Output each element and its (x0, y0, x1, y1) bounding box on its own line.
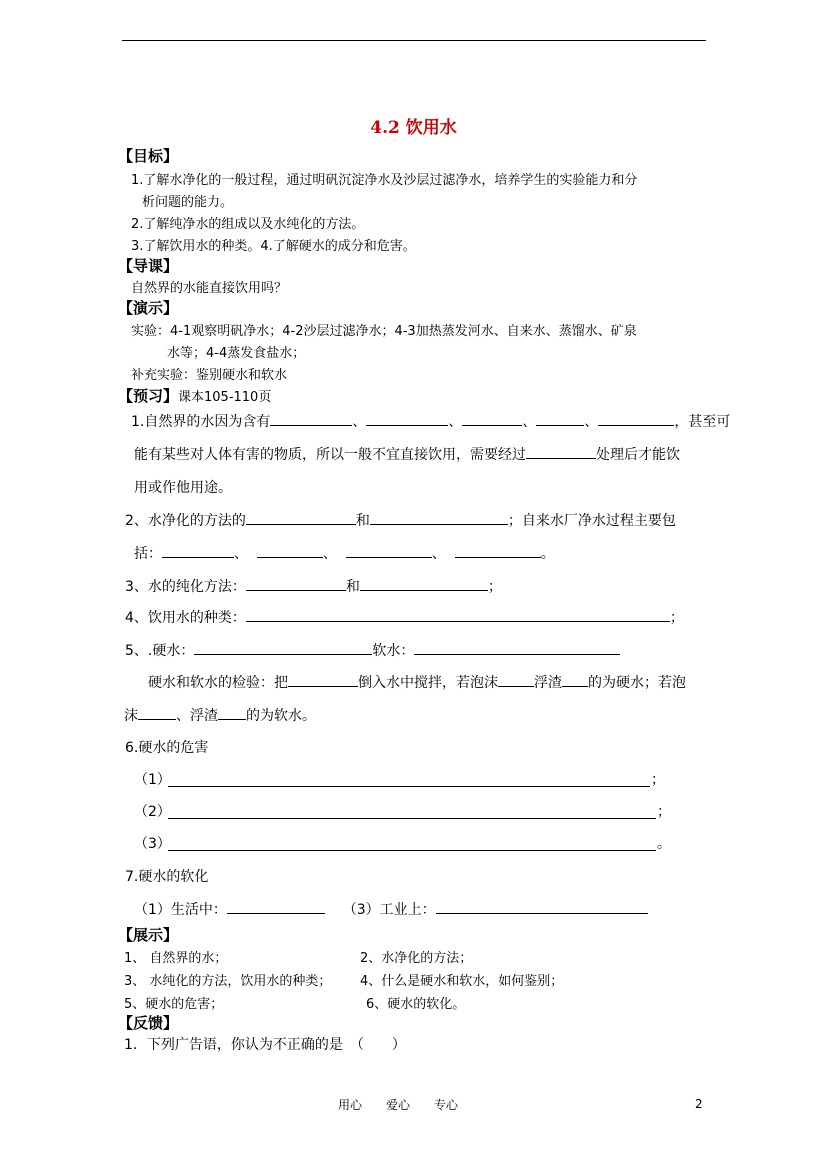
answer-blank[interactable] (257, 543, 323, 558)
guide-question: 自然界的水能直接饮用吗？ (131, 281, 288, 296)
answer-blank[interactable] (162, 543, 234, 558)
answer-line[interactable] (168, 818, 656, 819)
section-guide-heading: 【导课】 (118, 257, 179, 275)
preview-pages: 课本105-110页 (178, 390, 272, 405)
answer-blank[interactable] (436, 899, 648, 914)
section-preview-heading: 【预习】 (118, 387, 179, 405)
question-6-item-2: （2） (134, 804, 171, 820)
goal-line-3: 3.了解饮用水的种类。4.了解硬水的成分和危害。 (131, 239, 416, 254)
answer-line[interactable] (168, 850, 656, 851)
question-3: 3、水的纯化方法： 和 ； (125, 576, 502, 596)
goal-line-2: 2.了解纯净水的组成以及水纯化的方法。 (131, 217, 365, 232)
answer-blank[interactable] (288, 672, 358, 687)
question-6-title: 6.硬水的危害 (125, 740, 209, 756)
question-2-line-2: 括： 、 、 、 。 (134, 543, 555, 563)
show-item-3: 3、 水纯化的方法，饮用水的种类； (124, 974, 332, 989)
demo-line-1b: 水等；4-4蒸发食盐水； (167, 346, 306, 361)
question-5-line-2: 硬水和软水的检验：把 倒入水中搅拌，若泡沫 浮渣 的为硬水；若泡 (148, 672, 686, 692)
header-rule (122, 40, 706, 41)
question-1-line-3: 用或作他用途。 (134, 480, 232, 496)
section-feedback-heading: 【反馈】 (118, 1014, 179, 1032)
answer-blank[interactable] (360, 576, 488, 591)
show-item-6: 6、硬水的软化。 (366, 997, 466, 1012)
answer-blank[interactable] (194, 640, 372, 655)
feedback-question-1: 1．下列广告语，你认为不正确的是 （ ） (124, 1037, 406, 1053)
question-6-item-3: （3） (134, 836, 171, 852)
goal-line-1: 1.了解水净化的一般过程，通过明矾沉淀净水及沙层过滤净水，培养学生的实验能力和分 (131, 173, 638, 188)
answer-blank[interactable] (526, 444, 596, 459)
question-2-line-1: 2、水净化的方法的 和 ；自来水厂净水过程主要包 (125, 510, 676, 530)
question-5-line-3: 沫 、浮渣 的为软水。 (124, 705, 316, 725)
answer-blank[interactable] (536, 411, 584, 426)
answer-blank[interactable] (414, 640, 620, 655)
answer-blank[interactable] (598, 411, 674, 426)
show-item-5: 5、硬水的危害； (124, 997, 224, 1012)
answer-line[interactable] (168, 786, 650, 787)
show-item-2: 2、水净化的方法； (360, 951, 473, 966)
section-goal-heading: 【目标】 (118, 147, 179, 165)
question-7-title: 7.硬水的软化 (125, 869, 209, 885)
demo-line-1: 实验：4-1观察明矾净水；4-2沙层过滤净水；4-3加热蒸发河水、自来水、蒸馏水、矿泉 (131, 324, 637, 339)
answer-blank[interactable] (227, 899, 325, 914)
demo-line-2: 补充实验：鉴别硬水和软水 (131, 368, 288, 383)
answer-blank[interactable] (138, 705, 176, 720)
footer-motto: 用心 爱心 专心 (338, 1098, 459, 1112)
answer-blank[interactable] (366, 411, 448, 426)
section-demo-heading: 【演示】 (118, 299, 179, 317)
goal-line-1b: 析问题的能力。 (142, 195, 234, 210)
question-6-item-1: （1） (134, 772, 171, 788)
question-1-line-1: 1.自然界的水因为含有 、 、 、 、 ，甚至可 (131, 411, 730, 431)
answer-blank[interactable] (270, 411, 352, 426)
page-title: 4.2 饮用水 (370, 118, 457, 138)
answer-blank[interactable] (246, 576, 346, 591)
question-5-line-1: 5、.硬水： 软水： (125, 640, 620, 660)
show-item-1: 1、 自然界的水； (124, 951, 228, 966)
section-show-heading: 【展示】 (118, 926, 179, 944)
answer-blank[interactable] (370, 510, 508, 525)
answer-blank[interactable] (455, 543, 541, 558)
question-1-line-2: 能有某些对人体有害的物质，所以一般不宜直接饮用，需要经过 处理后才能饮 (134, 444, 680, 464)
answer-blank[interactable] (462, 411, 522, 426)
page-number: 2 (695, 1097, 703, 1111)
answer-blank[interactable] (498, 672, 534, 687)
show-item-4: 4、什么是硬水和软水，如何鉴别； (360, 974, 564, 989)
answer-blank[interactable] (246, 607, 670, 622)
question-7-items: （1）生活中： （3）工业上： (134, 899, 648, 919)
answer-blank[interactable] (218, 705, 246, 720)
answer-blank[interactable] (562, 672, 588, 687)
question-4: 4、饮用水的种类： ； (125, 607, 684, 627)
answer-blank[interactable] (346, 543, 432, 558)
answer-blank[interactable] (246, 510, 356, 525)
